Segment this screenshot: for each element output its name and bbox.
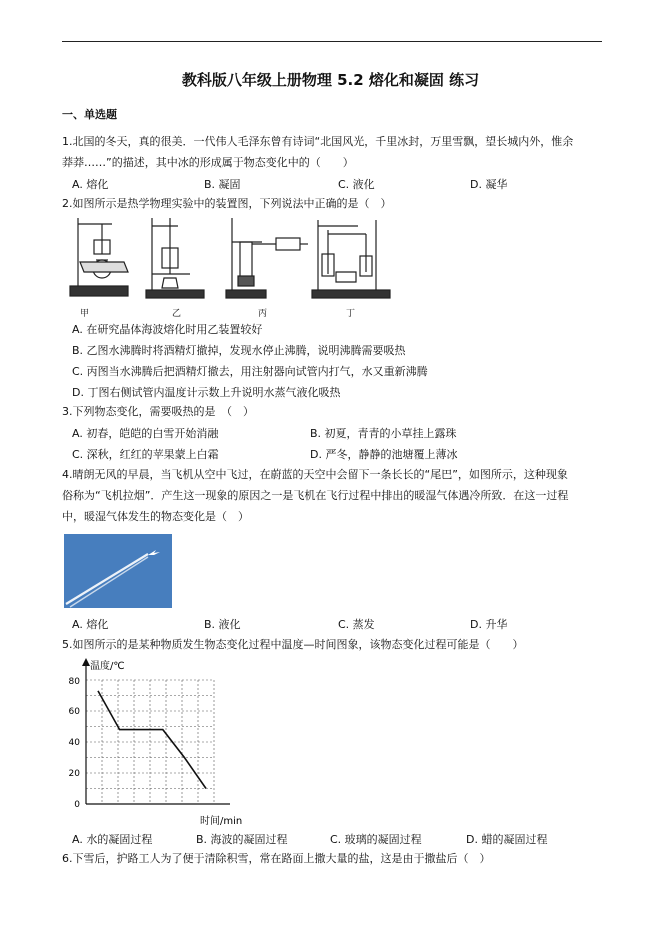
y-tick-label: 40 xyxy=(68,738,80,748)
label-yi: 乙 xyxy=(172,309,182,319)
q4-stem-line1: 4.晴朗无风的早晨，当飞机从空中飞过，在蔚蓝的天空中会留下一条长长的“尾巴”，如图所示，这种现象 xyxy=(62,468,568,481)
q1-option-c[interactable]: C. 液化 xyxy=(338,178,375,191)
chart-grid xyxy=(86,680,214,804)
q2-option-a[interactable]: A. 在研究晶体海波熔化时用乙装置较好 xyxy=(72,323,263,336)
label-ding: 丁 xyxy=(346,309,356,319)
lab-apparatus-figure xyxy=(66,214,396,316)
temperature-curve xyxy=(98,691,206,789)
q1-option-d[interactable]: D. 凝华 xyxy=(470,178,508,191)
airplane-contrail-photo xyxy=(64,534,172,608)
q4-stem-line3: 中，暖湿气体发生的物态变化是（ ） xyxy=(62,510,249,523)
y-axis-label: 温度/℃ xyxy=(90,661,125,672)
label-jia: 甲 xyxy=(80,309,90,319)
q2-option-c[interactable]: C. 丙图当水沸腾后把酒精灯撤去，用注射器向试管内打气，水又重新沸腾 xyxy=(72,365,428,378)
x-axis-label: 时间/min xyxy=(200,816,243,827)
q3-option-a[interactable]: A. 初春，皑皑的白雪开始消融 xyxy=(72,427,219,440)
q5-option-c[interactable]: C. 玻璃的凝固过程 xyxy=(330,833,422,846)
y-axis-arrow xyxy=(82,658,90,666)
q1-stem-line2: 莽莽……”的描述，其中冰的形成属于物态变化中的（ ） xyxy=(62,156,354,169)
q3-option-b[interactable]: B. 初夏，青青的小草挂上露珠 xyxy=(310,427,457,440)
q3-option-c[interactable]: C. 深秋，红红的苹果蒙上白霜 xyxy=(72,448,219,461)
q4-option-a[interactable]: A. 熔化 xyxy=(72,618,109,631)
q2-stem: 2.如图所示是热学物理实验中的装置图，下列说法中正确的是（ ） xyxy=(62,197,392,210)
q4-option-b[interactable]: B. 液化 xyxy=(204,618,241,631)
q4-option-c[interactable]: C. 蒸发 xyxy=(338,618,375,631)
q1-option-b[interactable]: B. 凝固 xyxy=(204,178,241,191)
q6-stem: 6.下雪后，护路工人为了便于清除积雪，常在路面上撒大量的盐，这是由于撒盐后（ ） xyxy=(62,852,491,865)
q4-stem-line2: 俗称为“飞机拉烟”．产生这一现象的原因之一是飞机在飞行过程中排出的暖湿气体遇冷所致．在这一过程 xyxy=(62,489,569,502)
q4-option-d[interactable]: D. 升华 xyxy=(470,618,508,631)
q1-option-a[interactable]: A. 熔化 xyxy=(72,178,109,191)
y-tick-label: 20 xyxy=(68,769,80,779)
temperature-time-graph xyxy=(60,656,260,828)
y-tick-label: 60 xyxy=(68,707,80,717)
q3-stem: 3.下列物态变化，需要吸热的是 （ ） xyxy=(62,405,254,418)
q5-option-d[interactable]: D. 蜡的凝固过程 xyxy=(466,833,548,846)
y-tick-label: 80 xyxy=(68,677,80,687)
q3-option-d[interactable]: D. 严冬，静静的池塘覆上薄冰 xyxy=(310,448,458,461)
y-tick-label: 0 xyxy=(74,800,80,810)
label-bing: 丙 xyxy=(258,309,268,319)
q2-option-b[interactable]: B. 乙图水沸腾时将酒精灯撤掉，发现水停止沸腾，说明沸腾需要吸热 xyxy=(72,344,406,357)
q5-option-a[interactable]: A. 水的凝固过程 xyxy=(72,833,153,846)
q5-option-b[interactable]: B. 海波的凝固过程 xyxy=(196,833,288,846)
q2-option-d[interactable]: D. 丁图右侧试管内温度计示数上升说明水蒸气液化吸热 xyxy=(72,386,341,399)
section-heading: 一、单选题 xyxy=(62,108,117,121)
q1-stem-line1: 1.北国的冬天，真的很美．一代伟人毛泽东曾有诗词“北国风光，千里冰封，万里雪飘，望长城内外，惟余 xyxy=(62,135,574,148)
page-title: 教科版八年级上册物理 5.2 熔化和凝固 练习 xyxy=(181,71,480,89)
header-rule xyxy=(62,41,602,42)
q5-stem: 5.如图所示的是某种物质发生物态变化过程中温度—时间图象，该物态变化过程可能是（ ） xyxy=(62,638,524,651)
